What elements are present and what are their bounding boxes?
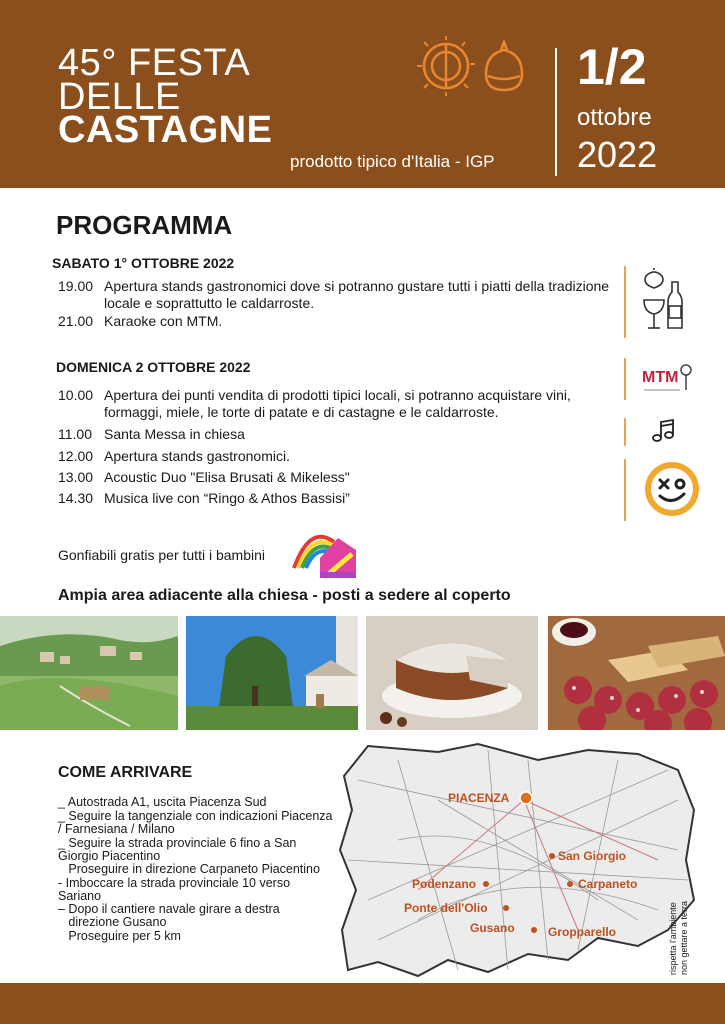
event-time: 11.00	[58, 426, 92, 442]
event-desc-cont: formaggi, miele, le torte di patate e di castagne e le caldarroste.	[104, 404, 499, 420]
day-title-domenica: DOMENICA 2 OTTOBRE 2022	[56, 359, 251, 375]
map-label: Carpaneto	[578, 877, 638, 891]
bouncy-castle-image	[290, 528, 360, 585]
mtm-logo-text: MTM	[642, 369, 679, 386]
map-label: Ponte dell'Olio	[404, 901, 488, 915]
event-time: 13.00	[58, 469, 94, 485]
sidebar-divider	[624, 418, 626, 446]
event-desc: Apertura stands gastronomici.	[104, 448, 290, 464]
title-line-2: DELLE	[58, 76, 181, 118]
event-desc: Apertura stands gastronomici dove si potranno gustare tutti i piatti della tradizione	[104, 278, 610, 294]
header-subtitle: prodotto tipico d'Italia - IGP	[290, 152, 495, 171]
event-row	[58, 426, 245, 443]
event-time: 14.30	[58, 490, 94, 506]
direction-line: _ Autostrada A1, uscita Piacenza Sud	[58, 795, 267, 809]
sidebar-divider	[624, 358, 626, 400]
event-time: 12.00	[58, 448, 94, 464]
church-photo	[186, 616, 358, 730]
event-desc-cont: locale e soprattutto le caldarroste.	[104, 295, 315, 311]
programma-title: PROGRAMMA	[56, 210, 233, 240]
direction-line: Proseguire per 5 km	[58, 929, 181, 943]
date-year: 2022	[577, 134, 658, 175]
direction-line: - Imboccare la strada provinciale 10 verso	[58, 876, 291, 890]
chestnut-cake-photo	[366, 616, 538, 730]
direction-line: – Dopo il cantiere navale girare a destra	[58, 902, 280, 916]
direction-line: Giorgio Piacentino	[58, 849, 161, 863]
date-month: ottobre	[577, 104, 652, 131]
map-label: San Giorgio	[558, 849, 627, 863]
map-label: PIACENZA	[448, 791, 510, 805]
direction-line: / Farnesiana / Milano	[58, 822, 175, 836]
event-row	[58, 387, 571, 421]
gonfiabili-text: Gonfiabili gratis per tutti i bambini	[58, 547, 265, 563]
event-desc: Santa Messa in chiesa	[104, 426, 245, 442]
direction-line: _ Seguire la strada provinciale 6 fino a San	[58, 836, 297, 850]
direction-line: _ Seguire la tangenziale con indicazioni Piacenza	[58, 809, 333, 823]
music-note-icon	[650, 418, 676, 449]
event-time: 21.00	[58, 313, 94, 329]
date-days: 1/2	[577, 39, 647, 95]
map-label: Podenzano	[412, 877, 477, 891]
smiley-logo-icon	[643, 460, 701, 523]
wine-icon	[640, 268, 688, 337]
title-line-1: 45° FESTA	[58, 42, 251, 84]
event-desc: Apertura dei punti vendita di prodotti tipici locali, si potranno acquistare vini,	[104, 387, 571, 403]
sidebar-divider	[624, 266, 626, 338]
mtm-logo-icon	[640, 360, 696, 396]
event-time: 10.00	[58, 387, 94, 403]
event-row	[58, 448, 290, 465]
salami-bread-photo	[548, 616, 725, 730]
chestnut-logo-icon	[416, 36, 526, 103]
header-divider	[555, 48, 557, 176]
note-line-2: non gettare a terra	[679, 900, 689, 975]
title-line-3: CASTAGNE	[58, 109, 273, 151]
map-label: Gropparello	[548, 925, 617, 939]
event-desc: Karaoke con MTM.	[104, 313, 223, 329]
event-desc: Acoustic Duo "Elisa Brusati & Mikeless"	[104, 469, 350, 485]
map-label: Gusano	[470, 921, 515, 935]
sidebar-divider	[624, 459, 626, 521]
event-row	[58, 490, 350, 507]
come-arrivare-title: COME ARRIVARE	[58, 764, 193, 781]
event-time: 19.00	[58, 278, 94, 294]
area-map	[338, 740, 700, 982]
event-row	[58, 313, 222, 330]
area-text: Ampia area adiacente alla chiesa - posti a sedere al coperto	[58, 587, 511, 604]
direction-line: direzione Gusano	[58, 915, 167, 929]
direction-line: Proseguire in direzione Carpaneto Piacentino	[58, 862, 320, 876]
landscape-photo	[0, 616, 178, 730]
event-desc: Musica live con “Ringo & Athos Bassisi”	[104, 490, 350, 506]
event-row	[58, 469, 350, 486]
note-line-1: rispetta l'ambiente	[668, 902, 678, 975]
footer-band	[0, 983, 725, 1024]
direction-line: Sariano	[58, 889, 102, 903]
environment-note	[668, 901, 690, 975]
header-banner	[0, 0, 725, 188]
day-title-sabato: SABATO 1° OTTOBRE 2022	[52, 255, 235, 271]
event-row	[58, 278, 609, 312]
